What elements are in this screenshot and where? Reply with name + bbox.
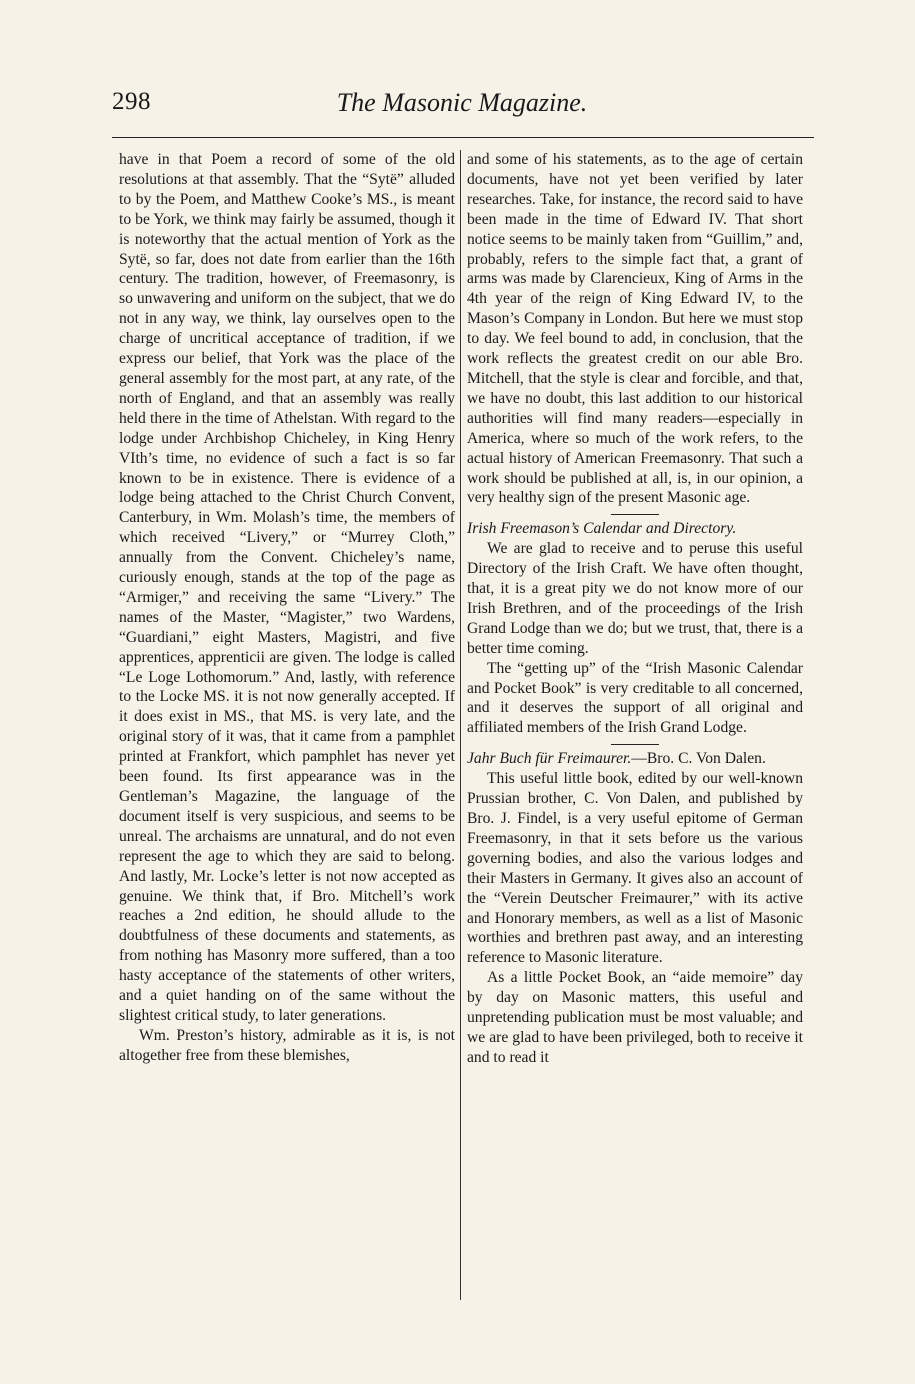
section-heading-jahr-author: —Bro. C. Von Dalen.	[631, 750, 766, 768]
running-title: The Masonic Magazine.	[336, 88, 588, 117]
irish-paragraph-1: We are glad to receive and to peruse this useful Directory of the Irish Craft. We have often thought, that, it is a great pity we do not know more of our Irish Brethren, and of the proceedings of the Irish Grand Lodge than we do; but we trust, that, there is a better time coming.	[467, 540, 803, 657]
left-paragraph-1: have in that Poem a record of some of the old resolutions at that assembly. That the “Sytë” alluded to by the Poem, and Matthew Cooke’s MS., is meant to be York, we think may fairly be assumed, though it is noteworthy that the actual mention of York as the Sytë, so far, does not date from earlier than the 16th century. The tradition, however, of Freemasonry, is so unwavering and uniform on the subject, that we do not in any way, we think, lay ourselves open to the charge of uncritical acceptance of tradition, if we express our belief, that York was the place of the general assembly for the most part, at any rate, of the north of England, and that an assembly was really held there in the time of Athelstan. With regard to the lodge under Archbishop Chicheley, in King Henry VIth’s time, no evidence of such a fact is so far known to be in existence. There is evidence of a lodge being attached to the Christ Church Convent, Canterbury, in Wm. Molash’s time, the members of which received “Livery,” or “Murrey Cloth,” annually from the Convent. Chicheley’s name, curiously enough, stands at the top of the page as “Armiger,” and receiving the same “Livery.” The names of the Master, “Magister,” two Wardens, “Guardiani,” eight Masters, Magistri, and five apprentices, apprenticii are given. The lodge is called “Le Loge Lothomorum.” And, lastly, with reference to the Locke MS. it is not now generally accepted. If it does exist in MS., that MS. is very late, and the original story of it was, that it came from a pamphlet printed at Frankfort, which pamphlet has never yet been found. Its first appearance was in the Gentleman’s Magazine, the language of the document itself is very suspicious, and seems to be unreal. The archaisms are unnatural, and do not even represent the age to which they are said to belong. And lastly, Mr. Locke’s letter is not now accepted as genuine. We think that, if Bro. Mitchell’s work reaches a 2nd edition, he should allude to the doubtfulness of these documents and statements, as from nothing has Masonry more suffered, than a too hasty acceptance of the statements of other writers, and a quiet handing on of the same without the slightest critical study, to later generations.	[119, 151, 455, 1024]
irish-paragraph-2: The “getting up” of the “Irish Masonic Calendar and Pocket Book” is very creditable to all concerned, and it deserves the support of all original and affiliated members of the Irish Grand Lodge.	[467, 659, 803, 737]
section-heading-jahr	[467, 749, 803, 769]
left-paragraph-2: Wm. Preston’s history, admirable as it is, is not altogether free from these blemishes,	[119, 1026, 455, 1064]
section-heading-irish: Irish Freemason’s Calendar and Directory.	[467, 520, 737, 538]
header-rule	[112, 137, 814, 138]
right-column	[467, 150, 803, 1068]
page-number: 298	[112, 88, 151, 115]
section-rule	[611, 514, 659, 515]
jahr-paragraph-2: As a little Pocket Book, an “aide memoire” day by day on Masonic matters, this useful and unpretending publication must be most valuable; and we are glad to have been privileged, both to receive it and to read it	[467, 969, 803, 1066]
section-heading-jahr-title: Jahr Buch für Freimaurer.	[467, 750, 632, 768]
section-rule	[611, 744, 659, 745]
jahr-paragraph-1: This useful little book, edited by our well-known Prussian brother, C. Von Dalen, and published by Bro. J. Findel, is a very useful epitome of German Freemasonry, in that it sets before us the various governing bodies, and also the various lodges and their Masters in Germany. It gives also an account of the “Verein Deutscher Freimaurer,” with its active and Honorary members, as well as a list of Masonic worthies and brethren past away, and an interesting reference to Masonic literature.	[467, 770, 803, 967]
right-intro-paragraph: and some of his statements, as to the age of certain documents, have not yet been verified by later researches. Take, for instance, the record said to have been made in the time of Edward IV. That short notice seems to be mainly taken from “Guillim,” and, probably, refers to the simple fact that, a grant of arms was made by Clarencieux, King of Arms in the 4th year of the reign of King Edward IV, to the Mason’s Company in London. But here we must stop to day. We feel bound to add, in conclusion, that the work reflects the greatest credit on our able Bro. Mitchell, that the style is clear and forcible, and that, we have no doubt, this last addition to our historical authorities will find many readers—especially in America, where so much of the work refers, to the actual history of American Freemasonry. That such a work should be published at all, is, in our opinion, a very healthy sign of the present Masonic age.	[467, 151, 803, 507]
column-divider	[460, 150, 461, 1300]
page-header	[112, 88, 812, 128]
left-column	[119, 150, 455, 1066]
